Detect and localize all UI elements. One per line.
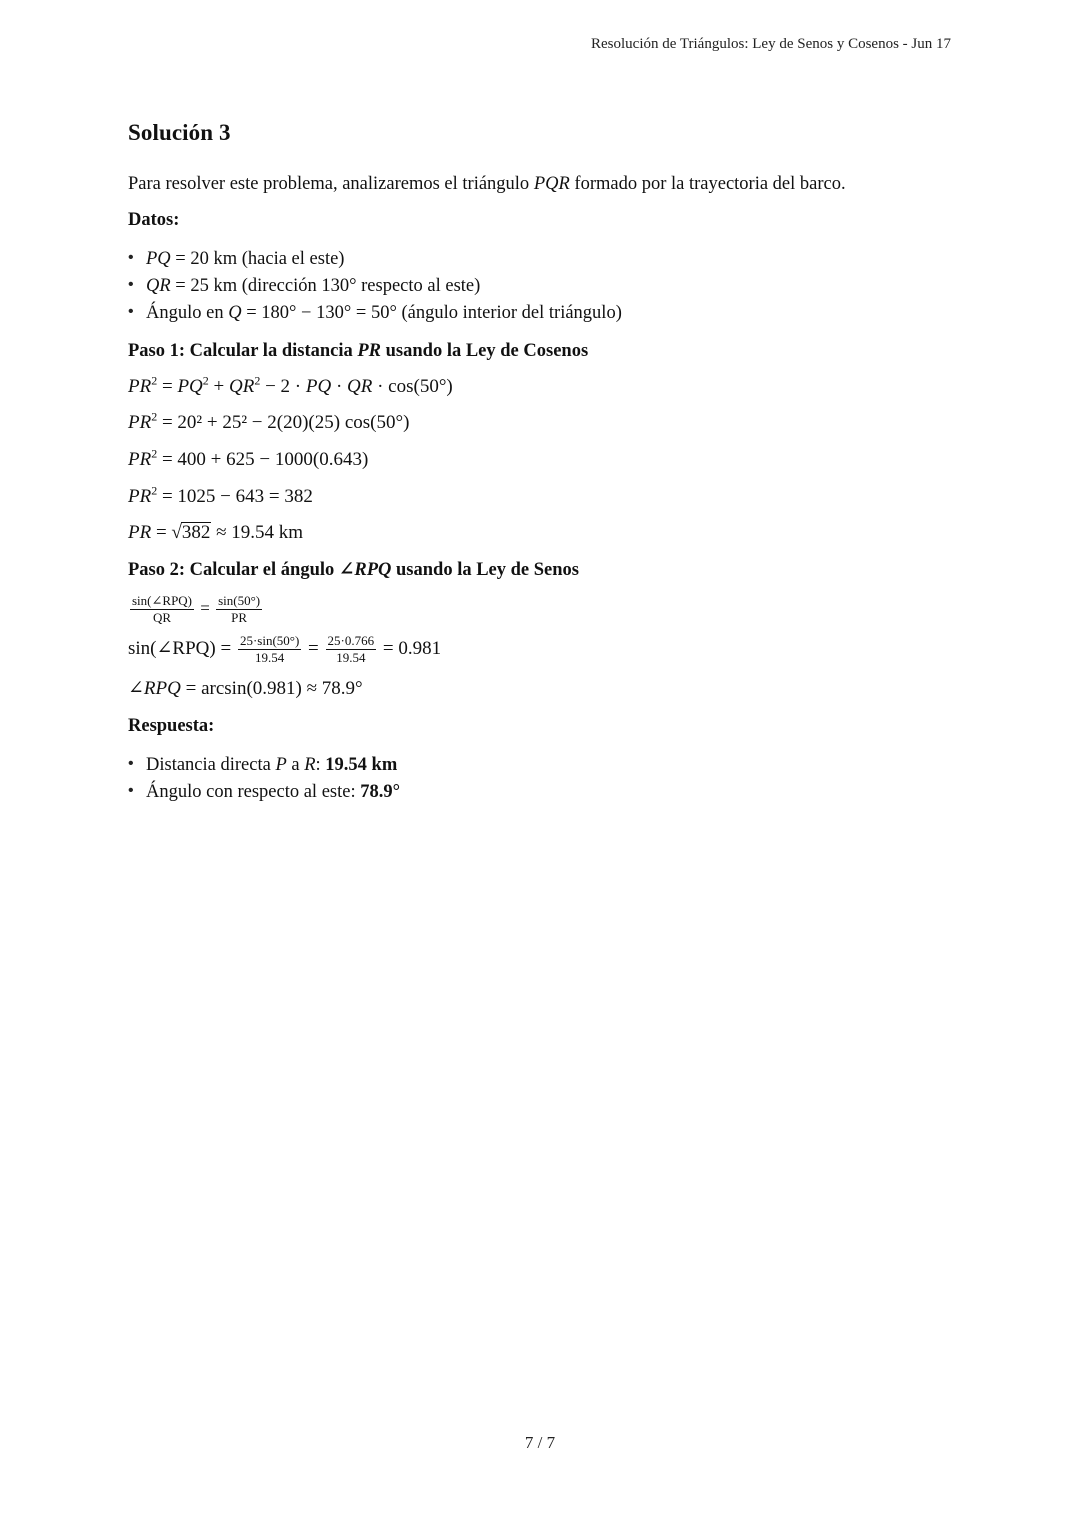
equation: $\frac{\text{sin(∠RPQ)}}{QR}$ = $\frac{\sin(50^\circ)}{PR}$ (132, 593, 261, 626)
list-item: • Ángulo con respecto al este: 78.9° (128, 779, 952, 806)
equation: $PR^2 = PQ^2 + QR^2 - 2$ · PQ · QR · cos(50°) (128, 373, 453, 397)
answer-label: Respuesta: (128, 715, 215, 736)
equation: PR = √382 ≈ 19.54 km (128, 522, 304, 544)
equation: ∠RPQ = arcsin(0.981) ≈ 78.9° (128, 678, 363, 700)
equation: $PR^2 = 400 + 625 - 1000(0.643)$ (128, 446, 369, 470)
step2-title: Paso 2: Calcular el ángulo ∠RPQ usando la Ley de Senos (128, 560, 580, 581)
answer-angle: 78.9° (360, 781, 401, 802)
list-item: • Ángulo en Q = 180° − 130° = 50° (ángulo interior del triángulo) (128, 300, 952, 327)
sqrt-radicand: 382 (181, 522, 211, 544)
step1-title: Paso 1: Calcular la distancia PR usando la Ley de Cosenos (128, 340, 589, 361)
list-item: • QR = 25 km (dirección 130° respecto al este) (128, 273, 952, 300)
equation: $PR^2 = 1025 - 643 = 382$ (128, 483, 313, 507)
intro-paragraph: Para resolver este problema, analizaremos el triángulo PQR formado por la trayectoria del barco. (128, 174, 846, 194)
answer-distance: 19.54 km (325, 754, 398, 775)
equation: $PR^2 = 20^2 + 25^2 - 2(20)(25)$ cos(50°) (128, 409, 410, 434)
solution-title: Solución 3 (128, 120, 231, 145)
intro-var: PQR (533, 174, 570, 194)
page-number: 7 / 7 (524, 1433, 556, 1452)
fraction: $\frac{\sin(50^\circ)}{PR}$ (218, 593, 261, 626)
list-item: • PQ = 20 km (hacia el este) (128, 246, 952, 273)
list-item: • Distancia directa P a R: 19.54 km (128, 752, 952, 779)
answer-list (128, 752, 952, 806)
equation: sin(∠RPQ) = $\frac{25\cdot\sin(50^\circ)}{19.54}$ = $\frac{25\cdot 0.766}{19.54}$ = 0.981 (128, 632, 442, 665)
fraction: $\frac{25\cdot 0.766}{19.54}$ (327, 632, 375, 665)
running-header: Resolución de Triángulos: Ley de Senos y Cosenos - Jun 17 (591, 36, 951, 52)
data-label: Datos: (128, 210, 180, 231)
fraction: $\frac{\text{sin(∠RPQ)}}{QR}$ (132, 593, 193, 626)
fraction: $\frac{25\cdot\sin(50^\circ)}{19.54}$ (239, 632, 300, 665)
content-area (128, 120, 952, 818)
data-list (128, 246, 952, 326)
